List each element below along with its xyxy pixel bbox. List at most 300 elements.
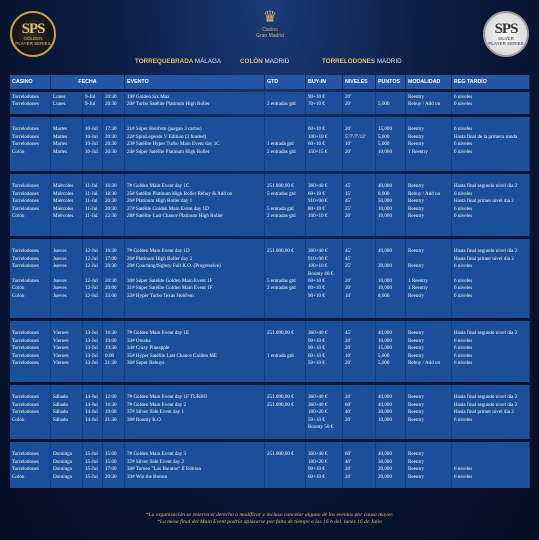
cell-line: 20': [345, 126, 352, 133]
cell-line: 45': [345, 255, 352, 262]
cell-line: [127, 387, 262, 394]
cell-line: [53, 241, 80, 248]
cell-line: [53, 424, 80, 431]
cell-modalidad: [406, 385, 452, 439]
cell-line: Jueves: [53, 277, 67, 284]
cell-line: 7# Golden Main Event day 1F TURBO: [127, 394, 208, 401]
cell-line: [345, 444, 373, 451]
cell-line: 30# Súper Satélite Golden Main Event 1F: [127, 277, 213, 284]
cell-line: 1 entrada gtd: [267, 141, 294, 148]
cell-line: 20:30: [105, 101, 117, 108]
cell-line: Viernes: [53, 345, 69, 352]
footer-notes: [0, 512, 539, 526]
cell-line: 10': [345, 292, 352, 299]
cell-line: 20': [345, 337, 352, 344]
cell-line: [12, 424, 48, 431]
cell-line: Reentry: [408, 205, 425, 212]
cell-casino: [10, 385, 51, 439]
cell-line: 10-Jul: [85, 148, 98, 155]
cell-line: 13-Jul: [85, 352, 98, 359]
cell-line: [308, 176, 340, 183]
day-block: [10, 174, 530, 236]
cell-line: 251.000,00 €: [267, 330, 294, 337]
cell-line: 60': [345, 401, 352, 408]
cell-line: 20,000: [378, 473, 393, 480]
cell-line: 20': [345, 466, 352, 473]
golden-player-series-logo: [10, 11, 56, 57]
cell-line: [408, 256, 449, 263]
cell-time: [103, 442, 125, 488]
cell-line: 40,000: [378, 394, 393, 401]
col-gtd: GTD: [265, 75, 306, 89]
cell-line: Torrelodones: [12, 94, 39, 100]
cell-line: [454, 241, 527, 248]
cell-line: [85, 323, 100, 330]
cell-buyin: [306, 321, 343, 382]
cell-line: Martes: [53, 141, 68, 148]
cell-line: 6 niveles: [454, 466, 473, 473]
cell-line: 10,000: [378, 205, 393, 212]
cell-date: [83, 385, 103, 439]
cell-line: 12-Jul: [85, 248, 98, 255]
cell-line: [267, 466, 303, 473]
cell-line: [408, 241, 449, 248]
cell-line: 2 entradas gtd: [267, 148, 296, 155]
cell-line: 360+40 €: [308, 451, 328, 458]
cell-line: Colón: [12, 416, 25, 423]
cell-line: 33# Omaha: [127, 337, 151, 344]
cell-line: Miércoles: [53, 212, 74, 219]
cell-line: 1 entrada gtd: [267, 352, 294, 359]
cell-gtd: [265, 385, 306, 439]
cell-line: Rebuy / Add on: [408, 190, 441, 197]
cell-line: Reentry: [408, 94, 425, 100]
cell-line: [267, 409, 303, 416]
cell-date: [83, 92, 103, 114]
cell-line: [85, 387, 100, 394]
cell-line: Reentry: [408, 345, 425, 352]
cell-niveles: [343, 321, 376, 382]
venue-colon: [240, 58, 289, 65]
cell-event: [125, 117, 265, 171]
cell-niveles: [343, 442, 376, 488]
cell-line: 20': [345, 277, 352, 284]
cell-line: 251.000,00 €: [267, 394, 294, 401]
cell-modalidad: [406, 239, 452, 318]
cell-line: 5,000: [378, 352, 390, 359]
cell-line: 20': [345, 359, 352, 366]
col-niveles: NIVELES: [343, 75, 376, 89]
cell-line: 22# SpinLegends V Edition (3 funded): [127, 133, 207, 140]
cell-line: 20:30: [105, 263, 117, 270]
cell-line: 17:00: [105, 466, 117, 473]
cell-line: 27# Satélite Golden Main Event day 1D: [127, 205, 209, 212]
cell-puntos: [376, 442, 406, 488]
cell-line: 20': [345, 345, 352, 352]
cell-line: Torrelodones: [12, 345, 39, 352]
cell-line: 60+10 €: [308, 190, 325, 197]
cell-line: 360+40 €: [308, 183, 328, 190]
cell-line: Hasta final primer nivel dia 2: [454, 198, 514, 205]
cell-line: 19:30: [105, 345, 117, 352]
col-reg-tardio: REG TARDÍO: [452, 75, 530, 89]
cell-line: [378, 176, 403, 183]
cell-line: [454, 271, 527, 278]
cell-line: [408, 271, 449, 278]
cell-line: 16:30: [105, 183, 117, 190]
cell-day: [51, 117, 83, 171]
cell-line: [408, 176, 449, 183]
cell-line: 100+10 €: [308, 133, 328, 140]
cell-line: [408, 119, 449, 126]
cell-line: Reentry: [408, 141, 425, 148]
cell-line: 90+10 €: [308, 345, 325, 352]
cell-line: [105, 271, 122, 278]
cell-buyin: [306, 442, 343, 488]
cell-event: [125, 385, 265, 439]
cell-line: 50+10 €: [308, 416, 325, 423]
cell-casino: [10, 321, 51, 382]
cell-line: 37# Silver Side Event day 1: [127, 409, 185, 416]
cell-line: 20:30: [105, 205, 117, 212]
cell-line: 5,000: [378, 101, 390, 108]
cell-line: Reentry: [408, 466, 425, 473]
cell-line: Torrelodones: [12, 183, 39, 190]
venue-torrequebrada: [135, 58, 221, 65]
cell-line: [267, 176, 303, 183]
cell-day: [51, 239, 83, 318]
cell-line: 1 Reentry: [408, 277, 428, 284]
cell-line: 20:30: [105, 94, 117, 100]
cell-line: 6 niveles: [454, 126, 473, 133]
cell-line: 40': [345, 409, 352, 416]
cell-line: [267, 94, 303, 101]
cell-line: Reentry: [408, 352, 425, 359]
cell-line: 100+10 €: [308, 263, 328, 270]
cell-line: 10-Jul: [85, 126, 98, 133]
venue-name: COLÓN: [240, 58, 263, 65]
cell-line: 12-Jul: [85, 285, 98, 292]
cell-line: 12-Jul: [85, 263, 98, 270]
cell-line: 25': [345, 205, 352, 212]
cell-line: [267, 256, 303, 263]
cell-line: [127, 119, 262, 126]
cell-line: Jueves: [53, 263, 67, 270]
cell-line: 10': [345, 352, 352, 359]
day-block: [10, 321, 530, 382]
cell-date: [83, 321, 103, 382]
cell-line: [105, 241, 122, 248]
cell-line: 45': [345, 183, 352, 190]
cell-line: Colón: [12, 292, 25, 299]
cell-line: 6 niveles: [454, 285, 473, 292]
casino-logo-line1: Casino: [262, 27, 278, 33]
cell-line: 20:00: [105, 285, 117, 292]
cell-line: 12-Jul: [85, 255, 98, 262]
cell-line: 6 niveles: [454, 292, 473, 299]
cell-line: Reentry: [408, 416, 425, 423]
cell-line: 6 niveles: [454, 94, 473, 100]
cell-line: [308, 119, 340, 126]
cell-line: [454, 451, 527, 458]
cell-line: Reentry: [408, 292, 425, 299]
day-block: [10, 442, 530, 488]
cell-line: Torrelodones: [12, 277, 39, 284]
cell-line: Lunes: [53, 94, 66, 100]
cell-line: Hasta final primer nivel dia 2: [454, 409, 514, 416]
cell-line: [378, 323, 403, 330]
cell-line: [345, 323, 373, 330]
cell-line: 10-Jul: [85, 141, 98, 148]
cell-line: 15-Jul: [85, 458, 98, 465]
cell-line: 23:00: [105, 292, 117, 299]
cell-line: Domingo: [53, 451, 73, 458]
cell-line: 32# Hyper Turbo Texas Hold'em: [127, 292, 194, 299]
cell-line: Reentry: [408, 212, 425, 219]
cell-line: Martes: [53, 133, 68, 140]
cell-line: 20:30: [105, 473, 117, 480]
cell-line: 39# Win the Button: [127, 473, 168, 480]
cell-buyin: [306, 239, 343, 318]
cell-time: [103, 239, 125, 318]
cell-line: 15,000: [378, 345, 393, 352]
cell-line: Reentry: [408, 263, 425, 270]
cell-line: 251.000,00 €: [267, 451, 294, 458]
cell-gtd: [265, 239, 306, 318]
cell-time: [103, 174, 125, 236]
cell-line: 180+20 €: [308, 458, 328, 465]
cell-line: Reentry: [408, 394, 425, 401]
cell-puntos: [376, 174, 406, 236]
cell-line: 38# Bounty K.O.: [127, 416, 163, 423]
cell-event: [125, 442, 265, 488]
cell-puntos: [376, 92, 406, 114]
cell-line: 0:00: [105, 352, 115, 359]
cell-line: Torrelodones: [12, 394, 39, 401]
cell-line: 20:30: [105, 198, 117, 205]
cell-line: [454, 459, 527, 466]
cell-line: 6 niveles: [454, 345, 473, 352]
cell-line: [408, 323, 449, 330]
cell-line: Torrelodones: [12, 190, 39, 197]
cell-line: [85, 271, 100, 278]
cell-line: 20': [345, 94, 352, 100]
day-block: [10, 92, 530, 114]
cell-line: 20:30: [105, 133, 117, 140]
cell-line: 60+10 €: [308, 126, 325, 133]
cell-line: 251.000,00 €: [267, 248, 294, 255]
cell-line: [12, 323, 48, 330]
cell-line: 60+10 €: [308, 473, 325, 480]
cell-line: 910+90 €: [308, 255, 328, 262]
cell-line: 10,000: [378, 285, 393, 292]
header: [0, 0, 539, 70]
cell-line: [53, 271, 80, 278]
cell-line: Domingo: [53, 458, 73, 465]
cell-line: Torrelodones: [12, 133, 39, 140]
casino-logo-line2: Gran Madrid: [256, 33, 284, 39]
cell-line: 8,000: [378, 292, 390, 299]
cell-line: 45': [345, 198, 352, 205]
cell-line: [105, 176, 122, 183]
cell-reg: [452, 385, 530, 439]
cell-line: 15-Jul: [85, 451, 98, 458]
cell-line: 6 niveles: [454, 205, 473, 212]
cell-line: Reentry: [408, 451, 425, 458]
cell-line: [85, 424, 100, 431]
cell-line: Bounty 40 €: [308, 270, 334, 277]
cell-day: [51, 92, 83, 114]
cell-line: [127, 176, 262, 183]
cell-line: 45': [345, 248, 352, 255]
col-fecha: FECHA: [51, 75, 125, 89]
cell-line: 16:30: [105, 330, 117, 337]
cell-line: 60+10 €: [308, 141, 325, 148]
cell-casino: [10, 239, 51, 318]
cell-line: [85, 176, 100, 183]
venue-torrelodones: [322, 58, 402, 65]
cell-line: 15:00: [105, 451, 117, 458]
cell-line: 25# Satélite Platinum High Roller Rebuy & Add on: [127, 190, 233, 197]
cell-line: [127, 444, 262, 451]
cell-line: Colón: [12, 473, 25, 480]
cell-line: 11-Jul: [85, 190, 98, 197]
logo-subtext: SILVER PLAYER SERIES: [488, 36, 524, 46]
cell-line: Torrelodones: [12, 141, 39, 148]
cell-line: [127, 241, 262, 248]
cell-line: [12, 241, 48, 248]
cell-line: 22:30: [105, 212, 117, 219]
cell-line: 100+10 €: [308, 212, 328, 219]
venue-city: MADRID: [376, 58, 402, 65]
cell-line: 90+10 €: [308, 466, 325, 473]
col-buyin: BUY-IN: [306, 75, 343, 89]
cell-line: 40,000: [378, 330, 393, 337]
cell-line: 14-Jul: [85, 401, 98, 408]
cell-line: 251.000,00 €: [267, 183, 294, 190]
cell-line: 5 entradas gtd: [267, 277, 296, 284]
cell-line: Torrelodones: [12, 451, 39, 458]
cell-line: 16:30: [105, 401, 117, 408]
cell-line: 20,000: [378, 263, 393, 270]
cell-line: [12, 271, 48, 278]
cell-line: 5,000: [378, 141, 390, 148]
cell-line: Martes: [53, 126, 68, 133]
cell-line: [267, 474, 303, 481]
casino-emblem-icon: ♛: [262, 9, 278, 26]
cell-line: [345, 424, 373, 431]
cell-modalidad: [406, 321, 452, 382]
cell-line: 25': [345, 263, 352, 270]
cell-puntos: [376, 321, 406, 382]
cell-gtd: [265, 117, 306, 171]
cell-line: Sábado: [53, 394, 68, 401]
cell-line: Torrelodones: [12, 401, 39, 408]
cell-reg: [452, 117, 530, 171]
cell-line: Reentry: [408, 337, 425, 344]
cell-date: [83, 174, 103, 236]
cell-line: Torrelodones: [12, 205, 39, 212]
cell-line: 6 niveles: [454, 190, 473, 197]
cell-casino: [10, 442, 51, 488]
cell-day: [51, 385, 83, 439]
cell-buyin: [306, 174, 343, 236]
day-block: [10, 239, 530, 318]
cell-line: [267, 459, 303, 466]
cell-line: 19# Golden Six Max: [127, 94, 170, 100]
cell-line: Rebuy / Add on: [408, 101, 441, 108]
cell-line: 180+20 €: [308, 409, 328, 416]
cell-line: 15,000: [378, 126, 393, 133]
col-evento: EVENTO: [125, 75, 265, 89]
cell-line: 360+40 €: [308, 248, 328, 255]
day-block: [10, 385, 530, 439]
cell-line: [345, 387, 373, 394]
venue-name: TORRELODONES: [322, 58, 376, 65]
cell-line: [308, 323, 340, 330]
cell-modalidad: [406, 92, 452, 114]
cell-gtd: [265, 442, 306, 488]
cell-line: 13-Jul: [85, 359, 98, 366]
col-casino: CASINO: [10, 75, 51, 89]
cell-line: 90+10 €: [308, 292, 325, 299]
venue-city: MADRID: [264, 58, 290, 65]
cell-line: 45': [345, 330, 352, 337]
cell-line: [105, 387, 122, 394]
cell-line: 9-Jul: [85, 94, 96, 100]
cell-line: [454, 176, 527, 183]
cell-line: 26# Platinum High Roller day 1: [127, 198, 193, 205]
cell-line: 6 niveles: [454, 416, 473, 423]
cell-line: Martes: [53, 148, 68, 155]
cell-line: 12-Jul: [85, 277, 98, 284]
cell-line: [53, 176, 80, 183]
cell-line: Torrelodones: [12, 263, 39, 270]
cell-line: 30,000: [378, 458, 393, 465]
cell-reg: [452, 442, 530, 488]
cell-line: [105, 323, 122, 330]
cell-line: 17:00: [105, 255, 117, 262]
cell-line: 20': [345, 101, 352, 108]
cell-line: 19:00: [105, 337, 117, 344]
cell-line: Hasta final segundo nivel dia 2: [454, 394, 518, 401]
cell-line: Torrelodones: [12, 458, 39, 465]
cell-line: 20': [345, 285, 352, 292]
cell-line: 360+40 €: [308, 330, 328, 337]
cell-line: Hasta final segundo nivel dia 2: [454, 401, 518, 408]
cell-line: [308, 444, 340, 451]
cell-line: Sábado: [53, 409, 68, 416]
cell-line: 19:00: [105, 409, 117, 416]
cell-line: 40': [345, 458, 352, 465]
cell-line: [378, 241, 403, 248]
silver-player-series-logo: [483, 11, 529, 57]
cell-line: 21:30: [105, 416, 117, 423]
cell-line: Torrelodones: [12, 101, 39, 108]
table-header: [10, 75, 530, 89]
footer-note: *La mesa final del Main Event podría aplazarse por falta de tiempo a las 16 h del. lunes 16 de Julio: [157, 519, 382, 525]
cell-line: 60+10 €: [308, 352, 325, 359]
cell-line: 10,000: [378, 416, 393, 423]
cell-casino: [10, 92, 51, 114]
cell-line: [378, 256, 403, 263]
cell-line: Torrelodones: [12, 126, 39, 133]
cell-line: 6 niveles: [454, 473, 473, 480]
cell-line: Jueves: [53, 255, 67, 262]
schedule-body: [10, 92, 530, 488]
cell-line: 20,000: [378, 466, 393, 473]
cell-line: [454, 444, 527, 451]
